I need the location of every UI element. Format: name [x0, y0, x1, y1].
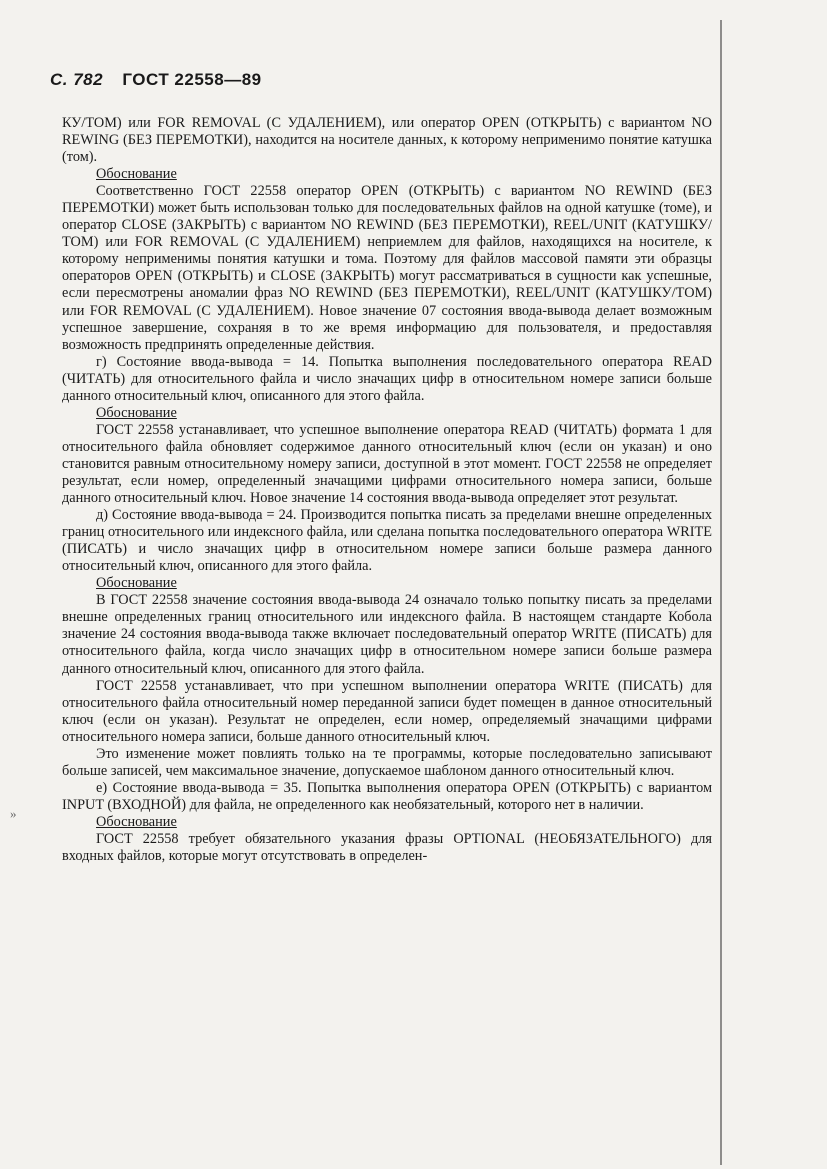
section-heading: [62, 166, 712, 183]
document-body: [62, 115, 712, 865]
paragraph: д) Состояние ввода-вывода = 24. Производится попытка писать за пределами внешне определенных границ относительного или индексного файла, или сделана попытка последовательного оператора WRITE (ПИСАТЬ) и число значащих цифр в относительном номере записи больше размера данного относительный ключ, описанного для этого файла.: [62, 507, 712, 575]
paragraph: ГОСТ 22558 устанавливает, что при успешном выполнении оператора WRITE (ПИСАТЬ) для относительного файла относительный номер переданной записи будет помещен в данное относительный ключ (если он указан). Результат не определен, если номер, определяемый значащими цифрами относительного номера записи, больше данного относительный ключ.: [62, 677, 712, 745]
section-heading-label: Обоснование: [96, 404, 177, 421]
paragraph: е) Состояние ввода-вывода = 35. Попытка выполнения оператора OPEN (ОТКРЫТЬ) с вариантом INPUT (ВХОДНОЙ) для файла, не определенного как необязательный, которого нет в наличии.: [62, 779, 712, 813]
paragraph: ГОСТ 22558 устанавливает, что успешное выполнение оператора READ (ЧИТАТЬ) формата 1 для относительного файла обновляет содержимое данного относительный ключ (если он указан) и оно становится равным относительному номеру записи, доступной в этот момент. ГОСТ 22558 не определяет результат, если номер, определенный значащими цифрами относительного номера записи, больше данного относительный ключ. Новое значение 14 состояния ввода-вывода определяет этот результат.: [62, 421, 712, 507]
paragraph: ГОСТ 22558 требует обязательного указания фразы OPTIONAL (НЕОБЯЗАТЕЛЬНОГО) для входных файлов, которые могут отсутствовать в определен-: [62, 830, 712, 865]
paragraph: Соответственно ГОСТ 22558 оператор OPEN (ОТКРЫТЬ) с вариантом NO REWIND (БЕЗ ПЕРЕМОТКИ) может быть использован только для последовательных файлов на одной катушке (томе), и оператор CLOSE (ЗАКРЫТЬ) с вариантом NO REWIND (БЕЗ ПЕРЕМОТКИ), REEL/UNIT (КАТУШКУ/ТОМ) или FOR REMOVAL (С УДАЛЕНИЕМ) неприемлем для файлов, находящихся на носителе, к которому неприменимы понятия катушки и тома. Поэтому для файлов массовой памяти эти образцы операторов OPEN (ОТКРЫТЬ) и CLOSE (ЗАКРЫТЬ) могут рассматриваться в сущности как успешные, если пересмотрены аномалии фраз NO REWIND (БЕЗ ПЕРЕМОТКИ), REEL/UNIT (КАТУШКУ/ТОМ) или FOR REMOVAL (С УДАЛЕНИЕМ). Новое значение 07 состояния ввода-вывода делает возможным успешное завершение, сохраняя в то же время информацию для пользователя, и предоставляя возможность предпринять определенные действия.: [62, 183, 712, 353]
paragraph: КУ/ТОМ) или FOR REMOVAL (С УДАЛЕНИЕМ), или оператор OPEN (ОТКРЫТЬ) с вариантом NO REWING (БЕЗ ПЕРЕМОТКИ), находится на носителе данных, к которому неприменимо понятие катушка (том).: [62, 115, 712, 166]
page-edge-line: [720, 20, 722, 1165]
paragraph: г) Состояние ввода-вывода = 14. Попытка выполнения последовательного оператора READ (ЧИТАТЬ) для относительного файла и число значащих цифр в относительном номере записи больше данного относительный ключ, описанного для этого файла.: [62, 353, 712, 404]
section-heading: [62, 814, 712, 831]
section-heading-label: Обоснование: [96, 166, 177, 183]
section-heading: [62, 405, 712, 422]
paragraph: В ГОСТ 22558 значение состояния ввода-вывода 24 означало только попытку писать за пределами внешне определенных границ относительного или индексного файла. В настоящем стандарте Кобола значение 24 состояния ввода-вывода также включает последовательный оператор WRITE (ПИСАТЬ) для относительного файла, когда число значащих цифр в относительном номере записи больше размера данного относительный ключ, описанного для этого файла.: [62, 592, 712, 677]
margin-mark: »: [10, 806, 17, 821]
paragraph: Это изменение может повлиять только на те программы, которые последовательно записывают больше записей, чем максимальное значение, допускаемое шаблоном данного относительный ключ.: [62, 745, 712, 779]
page-number: С. 782: [50, 70, 104, 89]
section-heading-label: Обоснование: [96, 813, 177, 830]
section-heading: [62, 575, 712, 592]
standard-title: ГОСТ 22558—89: [122, 70, 262, 89]
page-header: [50, 70, 262, 90]
section-heading-label: Обоснование: [96, 575, 177, 592]
